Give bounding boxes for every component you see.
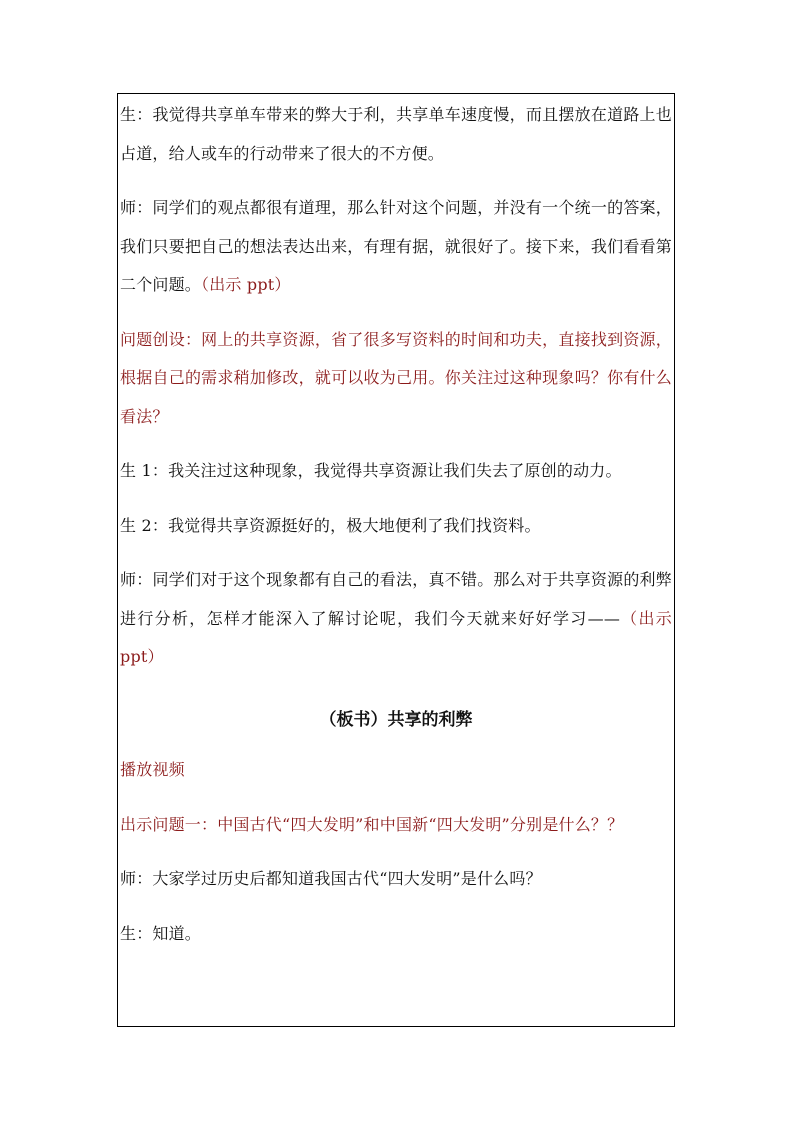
teacher-paragraph-3: 师：大家学过历史后都知道我国古代“四大发明”是什么吗？ [120, 869, 542, 888]
show-ppt-note-1: （出示 ppt） [201, 275, 291, 294]
teacher-paragraph-2 [120, 561, 672, 677]
student-1-paragraph: 生 1：我关注过这种现象，我觉得共享资源让我们失去了原创的动力。 [120, 461, 622, 480]
student-2-paragraph: 生 2：我觉得共享资源挺好的，极大地便利了我们找资料。 [120, 515, 541, 535]
document-content [120, 96, 672, 953]
board-heading: （板书）共享的利弊 [319, 709, 473, 730]
show-ppt-note-2: （出示 ppt） [120, 608, 672, 666]
document-table-cell [117, 93, 675, 1027]
play-video-paragraph: 播放视频 [120, 760, 185, 779]
student-paragraph-final: 生：知道。 [120, 923, 202, 943]
teacher-paragraph-1-text: 师：同学们的观点都很有道理，那么针对这个问题，并没有一个统一的答案，我们只要把自己的想法表达出来，有理有据，就很好了。接下来，我们看看第二个问题。 [120, 198, 672, 294]
teacher-paragraph-1 [120, 189, 672, 305]
student-paragraph-1: 生：我觉得共享单车带来的弊大于利，共享单车速度慢，而且摆放在道路上也占道，给人或车的行动带来了很大的不方便。 [120, 105, 672, 163]
teacher-paragraph-2-text: 师：同学们对于这个现象都有自己的看法，真不错。那么对于共享资源的利弊进行分析，怎样才能深入了解讨论呢，我们今天就来好好学习—— [120, 570, 672, 628]
problem-setup-paragraph: 问题创设：网上的共享资源，省了很多写资料的时间和功夫，直接找到资源，根据自己的需求稍加修改，就可以收为己用。你关注过这种现象吗？你有什么看法？ [120, 329, 672, 426]
question-one-paragraph: 出示问题一：中国古代“四大发明”和中国新“四大发明”分别是什么？？ [120, 814, 624, 834]
